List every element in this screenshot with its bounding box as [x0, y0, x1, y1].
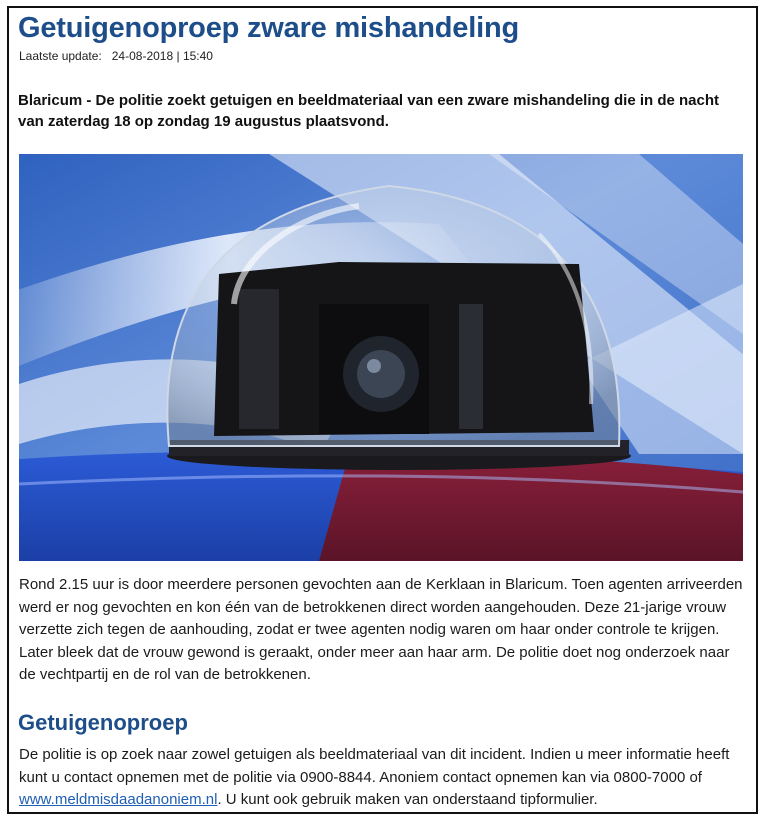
police-camera-dome-photo: [19, 154, 743, 561]
update-label: Laatste update:: [19, 49, 102, 63]
contact-text-after-link: . U kunt ook gebruik maken van onderstaand tipformulier.: [217, 791, 598, 808]
article-body-contact: [19, 744, 747, 812]
article-frame: [7, 6, 758, 814]
page-title: Getuigenoproep zware mishandeling: [18, 12, 519, 44]
update-date: 24-08-2018: [111, 49, 174, 63]
update-separator: |: [176, 49, 180, 63]
article-photo: [19, 154, 743, 561]
section-heading-getuigenoproep: Getuigenoproep: [18, 710, 188, 735]
meldmisdaad-link[interactable]: www.meldmisdaadanoniem.nl: [19, 791, 218, 808]
update-meta: [19, 49, 213, 63]
contact-text-before-link: De politie is op zoek naar zowel getuigen als beeldmateriaal van dit incident. Indien u meer informatie heeft kunt u contact opnemen met de politie via 0900-8844. Anoniem contact opnemen kan via 0800-7000 of: [19, 746, 730, 786]
update-time: 15:40: [182, 49, 213, 63]
article-body: Rond 2.15 uur is door meerdere personen gevochten aan de Kerklaan in Blaricum. Toen agenten arriveerden werd er nog gevochten en kon één van de betrokkenen direct worden aangehouden. Deze 21-jarige vrouw verzette zich tegen de aanhouding, zodat er twee agenten nodig waren om haar onder controle te krijgen. Later bleek dat de vrouw gewond is geraakt, onder meer aan haar arm. De politie doet nog onderzoek naar de vechtpartij en de rol van de betrokkenen.: [19, 576, 743, 683]
article-lead: Blaricum - De politie zoekt getuigen en beeldmateriaal van een zware mishandeling die in de nacht van zaterdag 18 op zondag 19 augustus plaatsvond.: [18, 92, 720, 130]
